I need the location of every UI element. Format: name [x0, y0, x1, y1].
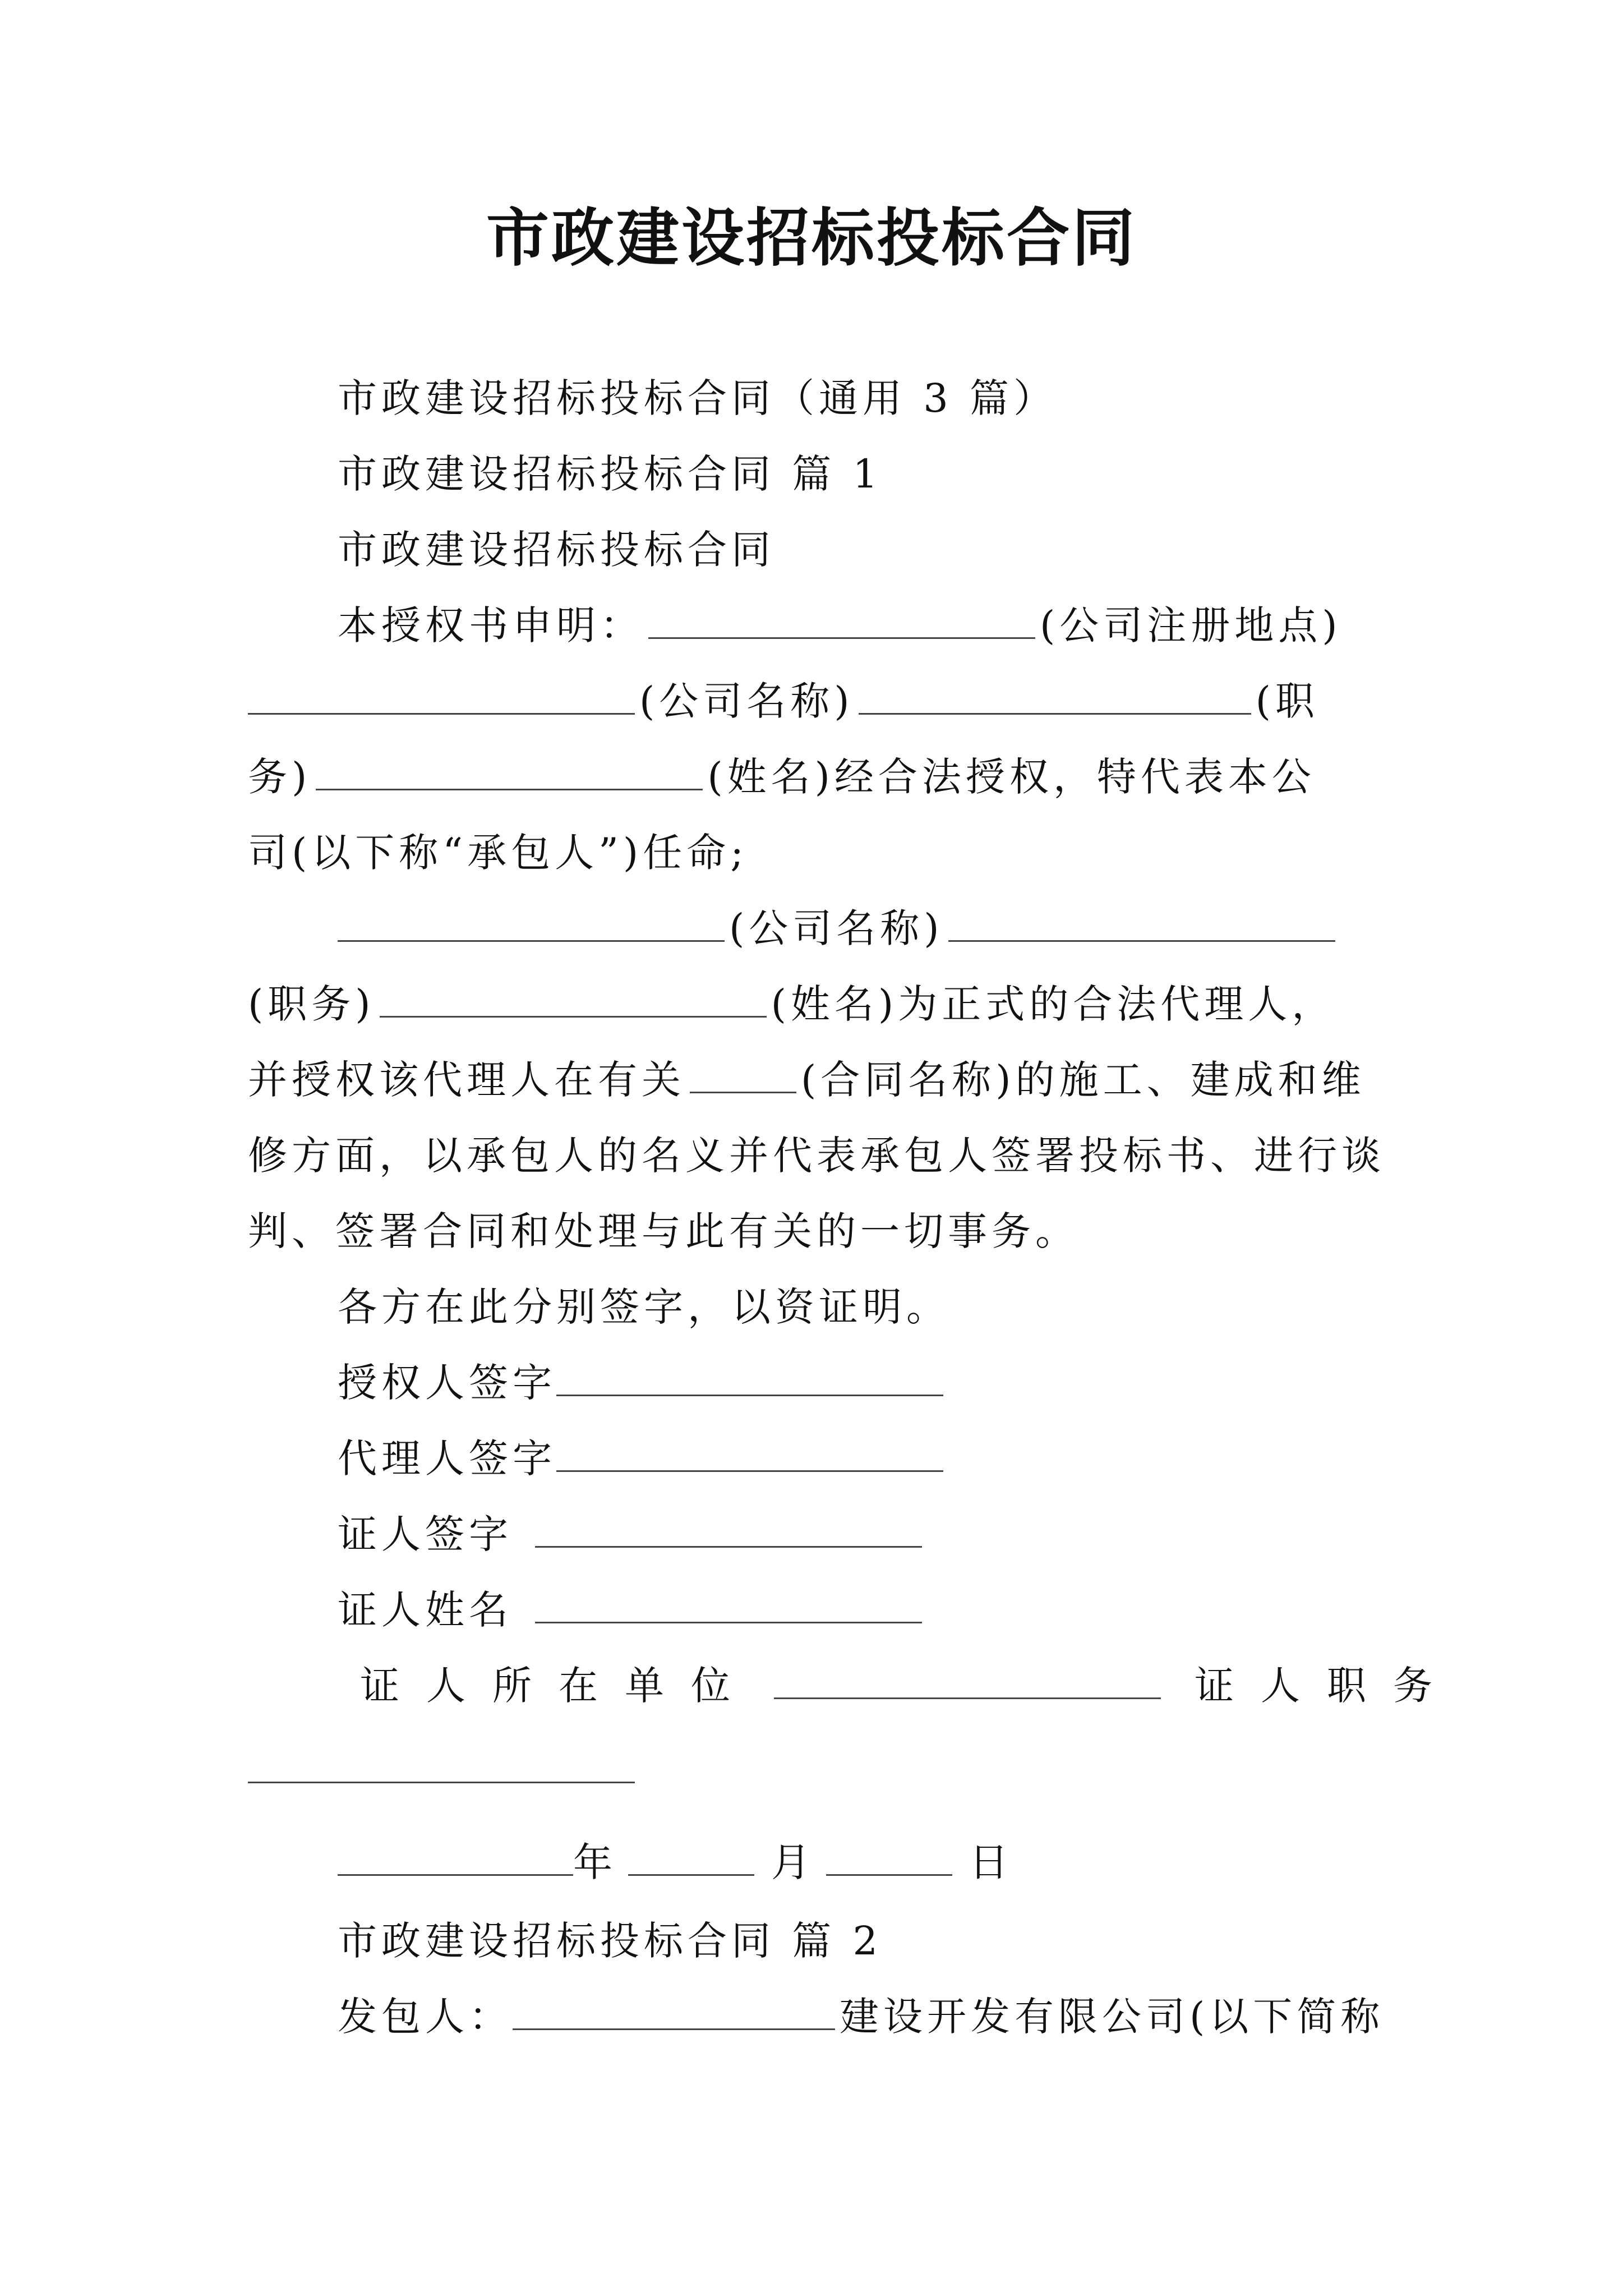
paragraph-line: 司(以下称“承包人”)任命;	[248, 830, 748, 876]
fill-in-blank[interactable]	[380, 983, 767, 1018]
fill-in-blank[interactable]	[535, 1589, 922, 1623]
fill-in-blank[interactable]	[338, 1842, 573, 1876]
signature-line-witness	[338, 1506, 926, 1562]
text-segment: (姓名)为正式的合法代理人，	[771, 981, 1336, 1027]
paragraph-line	[338, 900, 1340, 956]
paragraph-line: 修方面，以承包人的名义并代表承包人签署投标书、进行谈	[248, 1133, 1385, 1179]
text-segment: 日	[969, 1839, 1013, 1885]
fill-in-blank[interactable]	[648, 605, 1035, 639]
paragraph-line: 判、签署合同和处理与此有关的一切事务。	[248, 1208, 1079, 1254]
text-segment: 证人姓名	[338, 1587, 513, 1633]
paragraph-line: 各方在此分别签字，以资证明。	[338, 1284, 950, 1330]
text-segment: 建设开发有限公司(以下简称	[840, 1994, 1385, 2040]
section-heading-2: 市政建设招标投标合同 篇 2	[338, 1918, 883, 1964]
text-segment: 证人职务	[1195, 1663, 1459, 1709]
document-title: 市政建设招标投标合同	[486, 201, 1137, 275]
text-segment: 年	[573, 1839, 617, 1885]
fill-in-blank[interactable]	[628, 1842, 754, 1876]
fill-in-blank[interactable]	[513, 1996, 835, 2030]
fill-in-blank[interactable]	[248, 1749, 635, 1783]
witness-unit-line	[360, 1658, 1459, 1714]
paragraph-line	[248, 749, 1316, 805]
date-line	[338, 1834, 1013, 1890]
witness-name-line	[338, 1582, 926, 1638]
fill-in-blank[interactable]	[316, 756, 703, 790]
text-segment: 月	[771, 1839, 815, 1885]
section-heading-1: 市政建设招标投标合同 篇 1	[338, 451, 883, 497]
signature-line-authorizer	[338, 1355, 948, 1411]
paragraph-line	[248, 673, 1319, 729]
signature-line-agent	[338, 1430, 948, 1487]
text-segment: (职	[1255, 678, 1319, 724]
paragraph-line	[338, 597, 1342, 654]
text-segment: 证人所在单位	[360, 1663, 757, 1709]
text-segment: 授权人签字	[338, 1360, 556, 1406]
fill-in-blank[interactable]	[248, 680, 635, 715]
text-segment: (合同名称)的施工、建成和维	[801, 1057, 1366, 1103]
paragraph-line	[248, 976, 1335, 1032]
fill-in-blank[interactable]	[556, 1438, 943, 1472]
text-segment: (公司注册地点)	[1040, 602, 1342, 648]
fill-in-blank[interactable]	[535, 1513, 922, 1548]
paragraph-line	[248, 1052, 1366, 1108]
text-segment: (职务)	[248, 981, 375, 1027]
fill-in-blank[interactable]	[690, 1059, 796, 1093]
fill-in-blank[interactable]	[826, 1842, 952, 1876]
fill-in-blank[interactable]	[774, 1665, 1161, 1699]
text-segment: (公司名称)	[729, 905, 944, 951]
text-segment: 发包人：	[338, 1994, 513, 2040]
paragraph-line: 市政建设招标投标合同	[338, 527, 775, 573]
text-segment: 务)	[248, 754, 312, 800]
contract-subtitle: 市政建设招标投标合同（通用 3 篇）	[338, 375, 1058, 421]
text-segment: 证人签字	[338, 1511, 513, 1557]
text-segment: 并授权该代理人在有关	[248, 1057, 685, 1103]
fill-in-blank[interactable]	[556, 1362, 943, 1396]
fill-in-blank[interactable]	[948, 908, 1335, 942]
paragraph-line	[338, 1989, 1384, 2045]
text-segment: 代理人签字	[338, 1435, 556, 1481]
text-segment: (姓名)经合法授权，特代表本公	[707, 754, 1316, 800]
fill-in-blank[interactable]	[338, 908, 725, 942]
text-segment: (公司名称)	[639, 678, 854, 724]
witness-title-line	[248, 1742, 639, 1798]
fill-in-blank[interactable]	[859, 680, 1251, 715]
text-segment: 本授权书申明：	[338, 602, 644, 648]
